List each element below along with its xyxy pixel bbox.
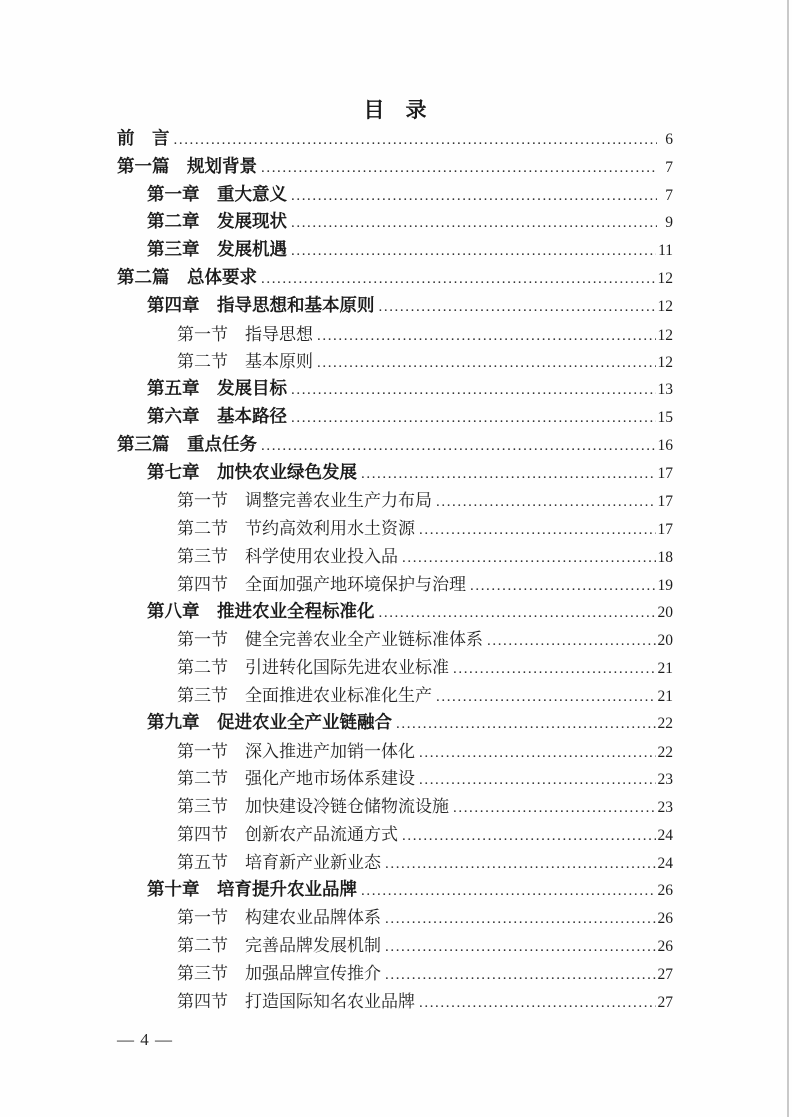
dot-leader [396, 716, 656, 733]
toc-entry [117, 709, 673, 737]
toc-entry [117, 125, 673, 153]
toc-entry-page: 12 [657, 269, 673, 287]
toc-entry [117, 375, 673, 403]
toc-entry-label: 第十章 培育提升农业品牌 [147, 878, 357, 899]
toc-entry-page: 12 [657, 354, 673, 372]
toc-entry-page: 23 [657, 771, 673, 789]
toc-entry-page: 24 [657, 826, 673, 844]
dot-leader [453, 800, 656, 817]
toc-entry [117, 153, 673, 181]
toc-entry-page: 11 [658, 242, 673, 260]
toc-entry-page: 27 [657, 965, 673, 983]
toc-entry-label: 第一篇 规划背景 [117, 155, 257, 176]
toc-entry [117, 987, 673, 1015]
toc-entry-page: 17 [657, 464, 673, 482]
toc-entry-label: 第四章 指导思想和基本原则 [147, 294, 375, 315]
toc-entry-label: 第一节 健全完善农业全产业链标准体系 [177, 630, 483, 650]
toc-entry-page: 24 [657, 854, 673, 872]
toc-entry-label: 第七章 加快农业绿色发展 [147, 461, 357, 482]
toc-entry [117, 876, 673, 904]
toc-entry-page: 19 [657, 576, 673, 594]
toc-entry-label: 第三节 科学使用农业投入品 [177, 546, 398, 566]
toc-list [117, 125, 673, 1015]
dot-leader [291, 188, 657, 205]
toc-entry-label: 第三章 发展机遇 [147, 239, 287, 260]
toc-entry [117, 764, 673, 792]
toc-entry-label: 第九章 促进农业全产业链融合 [147, 711, 392, 732]
toc-entry-label: 第八章 推进农业全程标准化 [147, 600, 375, 621]
toc-entry [117, 737, 673, 765]
dot-leader [291, 410, 656, 427]
toc-entry [117, 598, 673, 626]
toc-entry [117, 820, 673, 848]
toc-entry-label: 第一节 深入推进产加销一体化 [177, 741, 415, 761]
dot-leader [361, 466, 656, 483]
toc-entry-page: 15 [657, 408, 673, 426]
toc-content [117, 0, 673, 1050]
toc-entry-page: 20 [657, 603, 673, 621]
dot-leader [453, 661, 656, 678]
dot-leader [291, 382, 656, 399]
dot-leader [419, 995, 656, 1012]
toc-entry [117, 236, 673, 264]
toc-entry [117, 181, 673, 209]
toc-entry-page: 26 [657, 938, 673, 956]
dot-leader [436, 494, 656, 511]
toc-entry-label: 第二节 节约高效利用水土资源 [177, 519, 415, 539]
toc-entry-page: 17 [657, 493, 673, 511]
toc-entry-page: 16 [657, 436, 673, 454]
toc-entry-label: 第一节 构建农业品牌体系 [177, 908, 381, 928]
toc-entry-label: 第六章 基本路径 [147, 405, 287, 426]
scan-edge-line [787, 0, 789, 1117]
toc-entry-page: 26 [657, 910, 673, 928]
dot-leader [174, 132, 658, 149]
toc-entry-page: 18 [657, 548, 673, 566]
toc-entry [117, 542, 673, 570]
toc-entry-label: 第二章 发展现状 [147, 211, 287, 232]
toc-entry-page: 23 [657, 799, 673, 817]
toc-entry-page: 7 [665, 158, 673, 176]
dot-leader [436, 689, 656, 706]
dot-leader [317, 328, 656, 345]
toc-entry-label: 第一节 指导思想 [177, 324, 313, 344]
dot-leader [402, 550, 656, 567]
toc-entry-label: 第三篇 重点任务 [117, 433, 257, 454]
dot-leader [379, 299, 656, 316]
dot-leader [419, 522, 656, 539]
dot-leader [291, 215, 657, 232]
toc-entry-page: 7 [665, 186, 673, 204]
toc-entry-page: 17 [657, 521, 673, 539]
toc-entry-label: 第五章 发展目标 [147, 378, 287, 399]
toc-entry-label: 第四节 创新农产品流通方式 [177, 824, 398, 844]
toc-entry-page: 9 [665, 214, 673, 232]
toc-entry-page: 26 [657, 881, 673, 899]
dot-leader [419, 745, 656, 762]
toc-entry-page: 22 [657, 743, 673, 761]
dot-leader [385, 967, 656, 984]
toc-entry-label: 第一节 调整完善农业生产力布局 [177, 491, 432, 511]
dot-leader [379, 605, 656, 622]
toc-entry [117, 848, 673, 876]
toc-entry-label: 第四节 全面加强产地环境保护与治理 [177, 574, 466, 594]
dot-leader [291, 243, 656, 260]
toc-entry [117, 931, 673, 959]
toc-entry-label: 第五节 培育新产业新业态 [177, 852, 381, 872]
toc-entry [117, 431, 673, 459]
dot-leader [261, 438, 656, 455]
toc-entry [117, 459, 673, 487]
toc-entry-label: 第二篇 总体要求 [117, 266, 257, 287]
toc-entry-label: 第四节 打造国际知名农业品牌 [177, 991, 415, 1011]
dot-leader [470, 578, 656, 595]
toc-entry [117, 792, 673, 820]
toc-entry [117, 570, 673, 598]
toc-entry-label: 前 言 [117, 128, 170, 148]
toc-entry-page: 20 [657, 632, 673, 650]
toc-entry [117, 681, 673, 709]
toc-entry [117, 292, 673, 320]
toc-entry-page: 22 [657, 714, 673, 732]
toc-entry [117, 514, 673, 542]
toc-entry-page: 21 [657, 660, 673, 678]
toc-entry-page: 6 [665, 131, 673, 148]
toc-entry [117, 208, 673, 236]
toc-entry [117, 403, 673, 431]
toc-entry-label: 第一章 重大意义 [147, 183, 287, 204]
toc-entry-label: 第三节 加快建设冷链仓储物流设施 [177, 797, 449, 817]
toc-entry-label: 第三节 全面推进农业标准化生产 [177, 685, 432, 705]
dot-leader [487, 633, 656, 650]
toc-entry-label: 第二节 强化产地市场体系建设 [177, 769, 415, 789]
toc-entry-page: 12 [657, 326, 673, 344]
toc-entry-label: 第二节 完善品牌发展机制 [177, 936, 381, 956]
dot-leader [361, 883, 656, 900]
toc-entry-label: 第二节 引进转化国际先进农业标准 [177, 658, 449, 678]
toc-entry-label: 第三节 加强品牌宣传推介 [177, 963, 381, 983]
toc-entry [117, 347, 673, 375]
toc-entry [117, 903, 673, 931]
toc-entry [117, 486, 673, 514]
toc-entry-page: 12 [657, 297, 673, 315]
dot-leader [261, 271, 656, 288]
dot-leader [385, 911, 656, 928]
dot-leader [385, 856, 656, 873]
dot-leader [402, 828, 656, 845]
toc-entry [117, 625, 673, 653]
dot-leader [261, 160, 657, 177]
toc-entry-label: 第二节 基本原则 [177, 352, 313, 372]
dot-leader [419, 772, 656, 789]
toc-entry [117, 320, 673, 348]
toc-entry [117, 959, 673, 987]
page-number-footer: — 4 — [117, 1029, 173, 1049]
dot-leader [385, 939, 656, 956]
dot-leader [317, 355, 656, 372]
toc-title: 目 录 [363, 99, 427, 122]
toc-entry-page: 27 [657, 993, 673, 1011]
toc-entry [117, 653, 673, 681]
toc-entry-page: 13 [657, 381, 673, 399]
toc-entry [117, 264, 673, 292]
toc-entry-page: 21 [657, 687, 673, 705]
